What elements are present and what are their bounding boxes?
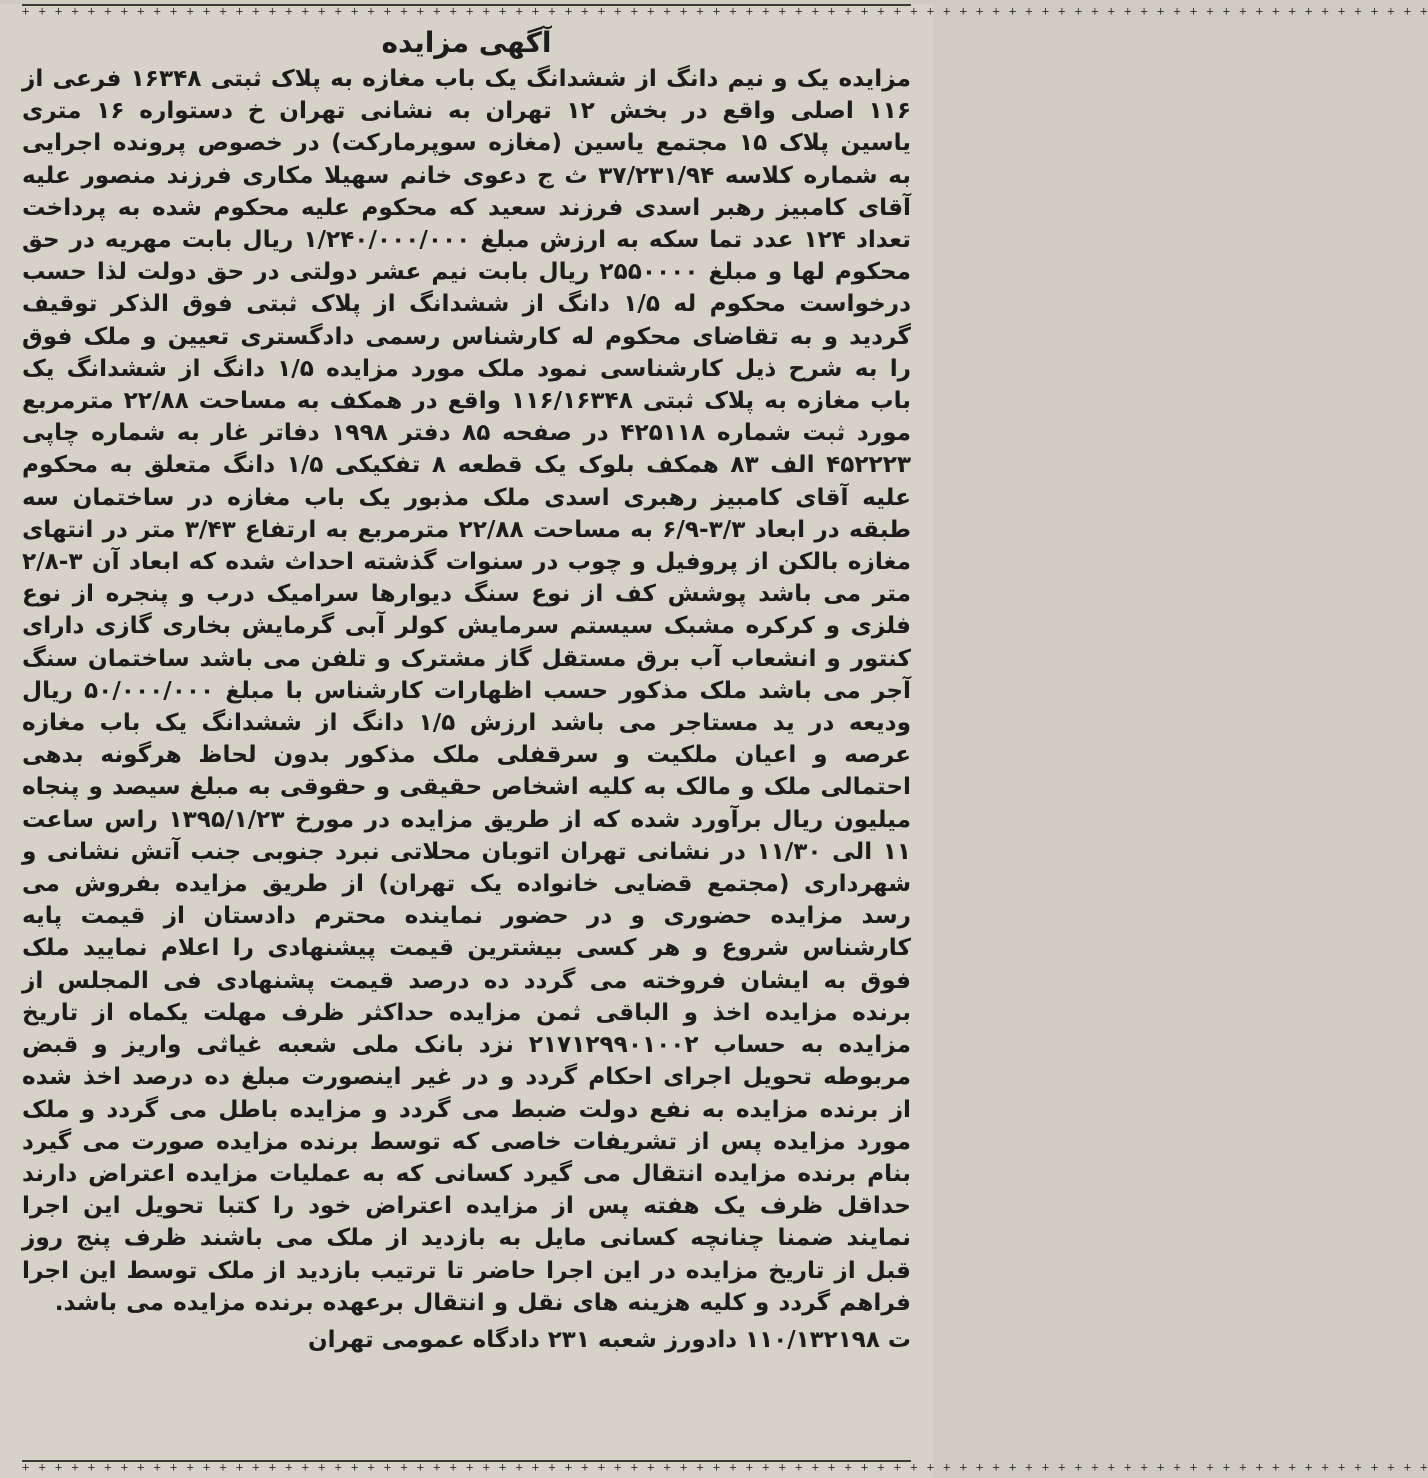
notice-title: آگهی مزایده — [381, 26, 552, 59]
notice-page — [0, 4, 1428, 1478]
signature-text: ت ۱۱۰/۱۳۲۱۹۸ دادورز شعبه ۲۳۱ دادگاه عمومی تهران — [307, 1326, 911, 1353]
notice-body: مزایده یک و نیم دانگ از ششدانگ یک باب مغازه به پلاک ثبتی ۱۶۳۴۸ فرعی از ۱۱۶ اصلی واقع در بخش ۱۲ تهران به نشانی تهران خ دستواره ۱۶ متری یاسین پلاک ۱۵ مجتمع یاسین (مغازه سوپرمارکت) در خصوص پرونده اجرایی به شماره کلاسه ۳۷/۲۳۱/۹۴ ث ج دعوی خانم سهیلا مکاری فرزند منصور علیه آقای کامبیز رهبر اسدی فرزند سعید که محکوم علیه محکوم شده به پرداخت تعداد ۱۲۴ عدد تما سکه به ارزش مبلغ ۱/۲۴۰/۰۰۰/۰۰۰ ریال بابت مهریه در حق محکوم لها و مبلغ ۲۵۵۰۰۰۰ ریال بابت نیم عشر دولتی در حق دولت لذا حسب درخواست محکوم له ۱/۵ دانگ از ششدانگ از پلاک ثبتی فوق الذکر توقیف گردید و به تقاضای محکوم له کارشناس رسمی دادگستری تعیین و ملک فوق را به شرح ذیل کارشناسی نمود ملک مورد مزایده ۱/۵ دانگ از ششدانگ یک باب مغازه به پلاک ثبتی ۱۱۶/۱۶۳۴۸ واقع در همکف به مساحت ۲۲/۸۸ مترمربع مورد ثبت شماره ۴۲۵۱۱۸ در صفحه ۸۵ دفتر ۱۹۹۸ دفاتر غار به شماره چاپی ۴۵۲۲۲۳ الف ۸۳ همکف بلوک یک قطعه ۸ تفکیکی ۱/۵ دانگ متعلق به محکوم علیه آقای کامبیز رهبری اسدی ملک مذبور یک باب مغازه در ساختمان سه طبقه در ابعاد ۳/۳-۶/۹ به مساحت ۲۲/۸۸ مترمربع به ارتفاع ۳/۴۳ متر در انتهای مغازه بالکن از پروفیل و چوب در سنوات گذشته احداث شده که ابعاد آن ۳-۲/۸ متر می باشد پوشش کف از نوع سنگ دیوارها سرامیک درب و پنجره از نوع فلزی و کرکره مشبک سیستم سرمایش کولر آبی گرمایش بخاری گازی دارای کنتور و انشعاب آب برق مستقل گاز مشترک و تلفن می باشد ساختمان سنگ آجر می باشد ملک مذکور حسب اظهارات کارشناس با مبلغ ۵۰/۰۰۰/۰۰۰ ریال ودیعه در ید مستاجر می باشد ارزش ۱/۵ دانگ از ششدانگ یک باب مغازه عرصه و اعیان ملکیت و سرقفلی ملک مذکور بدون لحاظ هرگونه بدهی احتمالی ملک و مالک به کلیه اشخاص حقیقی و حقوقی به مبلغ سیصد و پنجاه میلیون ریال برآورد شده که از طریق مزایده در مورخ ۱۳۹۵/۱/۲۳ راس ساعت ۱۱ الی ۱۱/۳۰ در نشانی تهران اتوبان محلاتی نبرد جنوبی جنب آتش نشانی و شهرداری (مجتمع قضایی خانواده یک تهران) از طریق مزایده بفروش می رسد مزایده حضوری و در حضور نماینده محترم دادستان از قیمت پایه کارشناس شروع و هر کسی بیشترین قیمت پیشنهادی را اعلام نمایید ملک فوق به ایشان فروخته می گردد ده درصد قیمت پشنهادی فی المجلس از برنده مزایده اخذ و الباقی ثمن مزایده حداکثر ظرف مهلت یکماه از تاریخ مزایده به حساب ۲۱۷۱۲۹۹۰۱۰۰۲ نزد بانک ملی شعبه غیاثی واریز و قبض مربوطه تحویل اجرای احکام گردد و در غیر اینصورت مبلغ ده درصد اخذ شده از برنده مزایده به نفع دولت ضبط می گردد و مزایده باطل می گردد و ملک مورد مزایده پس از تشریفات خاصی که توسط برنده مزایده صورت می گیرد بنام برنده مزایده انتقال می گیرد کسانی که به عملیات مزایده اعتراض دارند حداقل ظرف یک هفته پس از مزایده اعتراض خود را کتبا تحویل این اجرا نمایند ضمنا چنانچه کسانی مایل به بازدید از ملک می باشند ظرف پنج روز قبل از تاریخ مزایده در این اجرا حاضر تا ترتیب بازدید از ملک توسط این اجرا فراهم گردد و کلیه هزینه های نقل و انتقال برعهده برنده مزایده می باشد. — [22, 65, 912, 1316]
notice-signature — [22, 1327, 911, 1353]
top-dashed-rule: + + + + + + + + + + + + + + + + + + + + + + + + + + + + + + + + + + + + + + + + + + + + + + + + + + + + + + + + + + + + + + + + + + + + + + + + + + + + + + + + + + + + + + — [22, 4, 1428, 18]
bottom-dashed-rule: + + + + + + + + + + + + + + + + + + + + + + + + + + + + + + + + + + + + + + + + + + + + + + + + + + + + + + + + + + + + + + + + + + + + + + + + + + + + + + + + + + + + + + — [22, 1460, 1428, 1474]
